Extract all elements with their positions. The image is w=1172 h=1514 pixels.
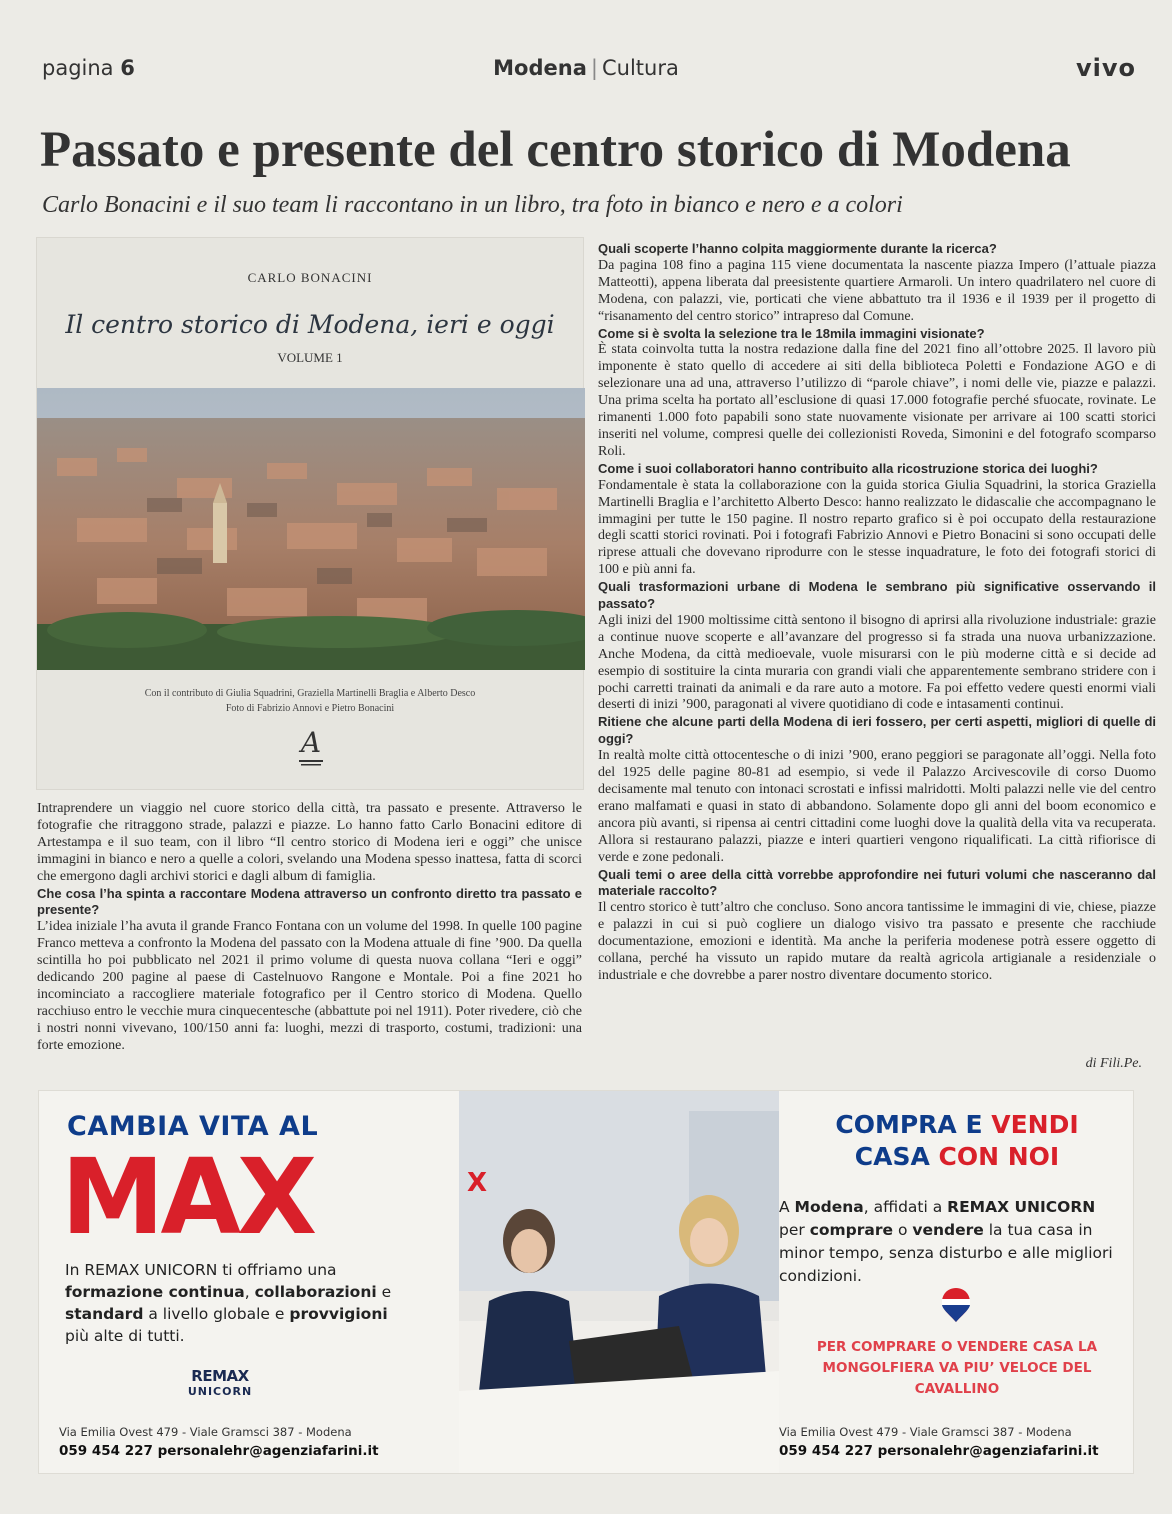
article-column-left — [37, 801, 582, 1055]
ad-body-text: In REMAX UNICORN ti offriamo una formazione continua, collaborazioni e standard a livello globale e provvigioni più alte di tutti. — [65, 1261, 392, 1345]
balloon-icon — [941, 1287, 971, 1323]
question: Quali scoperte l’hanno colpita maggiormente durante la ricerca? — [598, 241, 997, 256]
article-column-right — [598, 241, 1156, 985]
question: Ritiene che alcune parti della Modena di ieri fossero, per certi aspetti, migliori di quelle di oggi? — [598, 714, 1156, 747]
question: Quali trasformazioni urbane di Modena le sembrano più significative osservando il passato? — [598, 579, 1156, 612]
question: Che cosa l’ha spinta a raccontare Modena attraverso un confronto diretto tra passato e presente? — [37, 885, 582, 918]
article-title: Passato e presente del centro storico di Modena — [40, 122, 1071, 178]
ad-contact: 059 454 227 personalehr@agenziafarini.it — [59, 1443, 379, 1459]
answer: È stata coinvolta tutta la nostra redazione dalla fine del 2021 fino all’ottobre 2025. Il lavoro più imponente è stato quello di accedere ai siti della biblioteca Poletti e Fondazione AGO e di selezionare una ad una, attraverso l’utilizzo di “parole chiave”, i nomi delle vie, piazze e palazzi. Una prima scelta ha portato all’esclusione di quasi 17.000 fotografie perché sfuocate, rovinate. Le rimanenti 1.000 foto papabili sono state nuovamente visionate per arrivare ai 100 scatti storici inseriti nel volume, compresi quelle dei collezionisti Roveda, Simonini e del fotografo scomparso Roli. — [598, 342, 1156, 459]
cover-title: Il centro storico di Modena, ieri e oggi — [65, 310, 555, 339]
ad-address-right: Via Emilia Ovest 479 - Viale Gramsci 387 - Modena — [779, 1425, 1072, 1439]
article-intro: Intraprendere un viaggio nel cuore storico della città, tra passato e presente. Attraverso le fotografie che ritraggono strade, palazzi e piazze. Lo hanno fatto Carlo Bonacini editore di Artestampa e il suo team, con il libro “Il centro storico di Modena ieri e oggi” che unisce immagini in bianco e nero a quelle a colori, svelando una Modena spesso inattesa, fatta di scorci che emergono dagli archivi storici e dagli album di famiglia. — [37, 801, 582, 884]
cover-volume: VOLUME 1 — [277, 350, 343, 365]
page-header — [0, 0, 1172, 100]
answer: L’idea iniziale l’ha avuta il grande Franco Fontana con un volume del 1998. In quelle 100 pagine Franco metteva a confronto la Modena del passato con la Modena attuale di fine ’900. Da quella scintilla ho poi pubblicato nel 2021 il primo volume di questa nuova collana “Ieri e oggi” dedicando 200 pagine al paese di Castelnuovo Rangone e Montale. Poi a fine 2021 ho incominciato a raccogliere materiale fotografico per il Centro storico di Modena. Quello racchiuso entro le vecchie mura cinquecentesche (abbattute poi nel 1911). Poter rivedere, ciò che i nostri nonni vivevano, 100/150 anni fa: luoghi, mezzi di trasporto, costumi, tradizioni: una forte emozione. — [37, 919, 582, 1053]
svg-text:X: X — [467, 1168, 488, 1198]
remax-advertisement — [38, 1090, 1134, 1474]
byline: di Fili.Pe. — [1085, 1056, 1142, 1071]
question: Come i suoi collaboratori hanno contribuito alla ricostruzione storica dei luoghi? — [598, 460, 1098, 476]
masthead: vivo — [1075, 54, 1136, 82]
ad-right-headline: COMPRA E VENDI CASA CON NOI — [835, 1110, 1079, 1171]
section-name: Modena — [493, 56, 587, 80]
answer: Il centro storico è tutt’altro che concluso. Sono ancora tantissime le immagini di vie, chiese, piazze e palazzi in cui si può cogliere un dialogo visivo tra passato e presente che racchiude documentazione, emozioni e identità. Ma anche la periferia modenese potrà essere oggetto di collana, perché ha vissuto un rapido mutare da realtà agricola artigianale a residenziale o industriale e che dovrebbe a parer nostro diventare documento storico. — [598, 900, 1156, 983]
ad-slogan: PER COMPRARE O VENDERE CASA LA MONGOLFIERA VA PIU’ VELOCE DEL CAVALLINO — [816, 1339, 1098, 1397]
subsection-name: Cultura — [601, 56, 679, 80]
ad-headline: CAMBIA VITA AL — [67, 1111, 319, 1142]
aerial-city-photo — [37, 388, 585, 670]
cover-credit: Con il contributo di Giulia Squadrini, Graziella Martinelli Braglia e Alberto Desco Foto di Fabrizio Annovi e Pietro Bonacini — [144, 688, 476, 714]
svg-text:A: A — [300, 726, 322, 759]
article-subtitle: Carlo Bonacini e il suo team li raccontano in un libro, tra foto in bianco e nero e a colori — [42, 192, 903, 218]
book-cover-image — [36, 237, 584, 790]
answer: Da pagina 108 fino a pagina 115 viene documentata la nascente piazza Impero (l’attuale piazza Matteotti), appena liberata dal preesistente quartiere Armaroli. Un intero quadrilatero nel cuore di Modena, con palazzi, vie, porticati che viene abbattuto tra il 1936 e il 1939 per il progetto di “risanamento del centro storico” intrapreso dal Comune. — [598, 257, 1156, 324]
question: Quali temi o aree della città vorrebbe approfondire nei futuri volumi che nasceranno dal materiale raccolto? — [598, 866, 1156, 899]
ad-contact-right: 059 454 227 personalehr@agenziafarini.it — [779, 1443, 1099, 1459]
answer: In realtà molte città ottocentesche o di inizi ’900, erano peggiori se paragonate all’oggi. Nella foto del 1925 delle pagine 80-81 ad esempio, si vede il Palazzo Arcivescovile di corso Duomo decisamente mal tenuto con intonaci scrostati e infissi malridotti. Molti palazzi nelle vie del centro erano malfamati e quasi in stato di abbandono. Solamente dopo gli anni del boom economico e ancora più avanti, si ripensa ai centri cittadini come luoghi dove la qualità della vita va recuperata. Allora si restaurano palazzi, piazze e interi quartieri vengono riqualificati. La città rifiorisce di verde e zone pedonali. — [598, 748, 1156, 865]
question: Come si è svolta la selezione tra le 18mila immagini visionate? — [598, 325, 985, 341]
section-label: Modena | Cultura — [493, 56, 679, 80]
ad-right-panel — [779, 1091, 1134, 1474]
remax-logo: REMAX UNICORN — [187, 1367, 253, 1398]
page-number: pagina 6 — [42, 56, 135, 80]
ad-left-panel — [39, 1091, 459, 1474]
ad-big-word: MAX — [61, 1136, 314, 1258]
ad-right-body: A Modena, affidati a REMAX UNICORN per comprare o vendere la tua casa in minor tempo, senza disturbo e alle migliori condizioni. — [779, 1198, 1113, 1285]
answer: Agli inizi del 1900 moltissime città sentono il bisogno di aprirsi alla rivoluzione industriale: grazie a continue nuove scoperte e all’avanzare del progresso si fa strada una nuova urbanizzazione. Anche Modena, da città medioevale, vuole misurarsi con le più moderne città e si decide ad esempio di sostituire la cinta muraria con grandi viali che apparentemente sembrano stridere con i pochi carretti trainati da animali e da rare auto a motore. Fa poi effetto vedere questi enormi viali deserti di inizi ’900, paragonati al vivere quotidiano di code e intasamenti continui. — [598, 612, 1156, 713]
publisher-logo-icon — [291, 726, 331, 770]
agents-photo — [459, 1091, 779, 1474]
ad-address: Via Emilia Ovest 479 - Viale Gramsci 387 - Modena — [59, 1425, 352, 1439]
cover-author: CARLO BONACINI — [247, 270, 373, 285]
answer: Fondamentale è stata la collaborazione con la guida storica Giulia Squadrini, la storica Graziella Martinelli Braglia e l’architetto Alberto Desco: hanno realizzato le didascalie che accompagnano le immagini per tutte le 150 pagine. Il nostro reparto grafico si è poi occupato della restaurazione degli scatti storici rovinati. Poi i fotografi Fabrizio Annovi e Pietro Bonacini si sono occupati delle riprese attuali che dovevano riprodurre con le stesse inquadrature, le foto dei fotografi storici di 100 e più anni fa. — [598, 477, 1156, 578]
